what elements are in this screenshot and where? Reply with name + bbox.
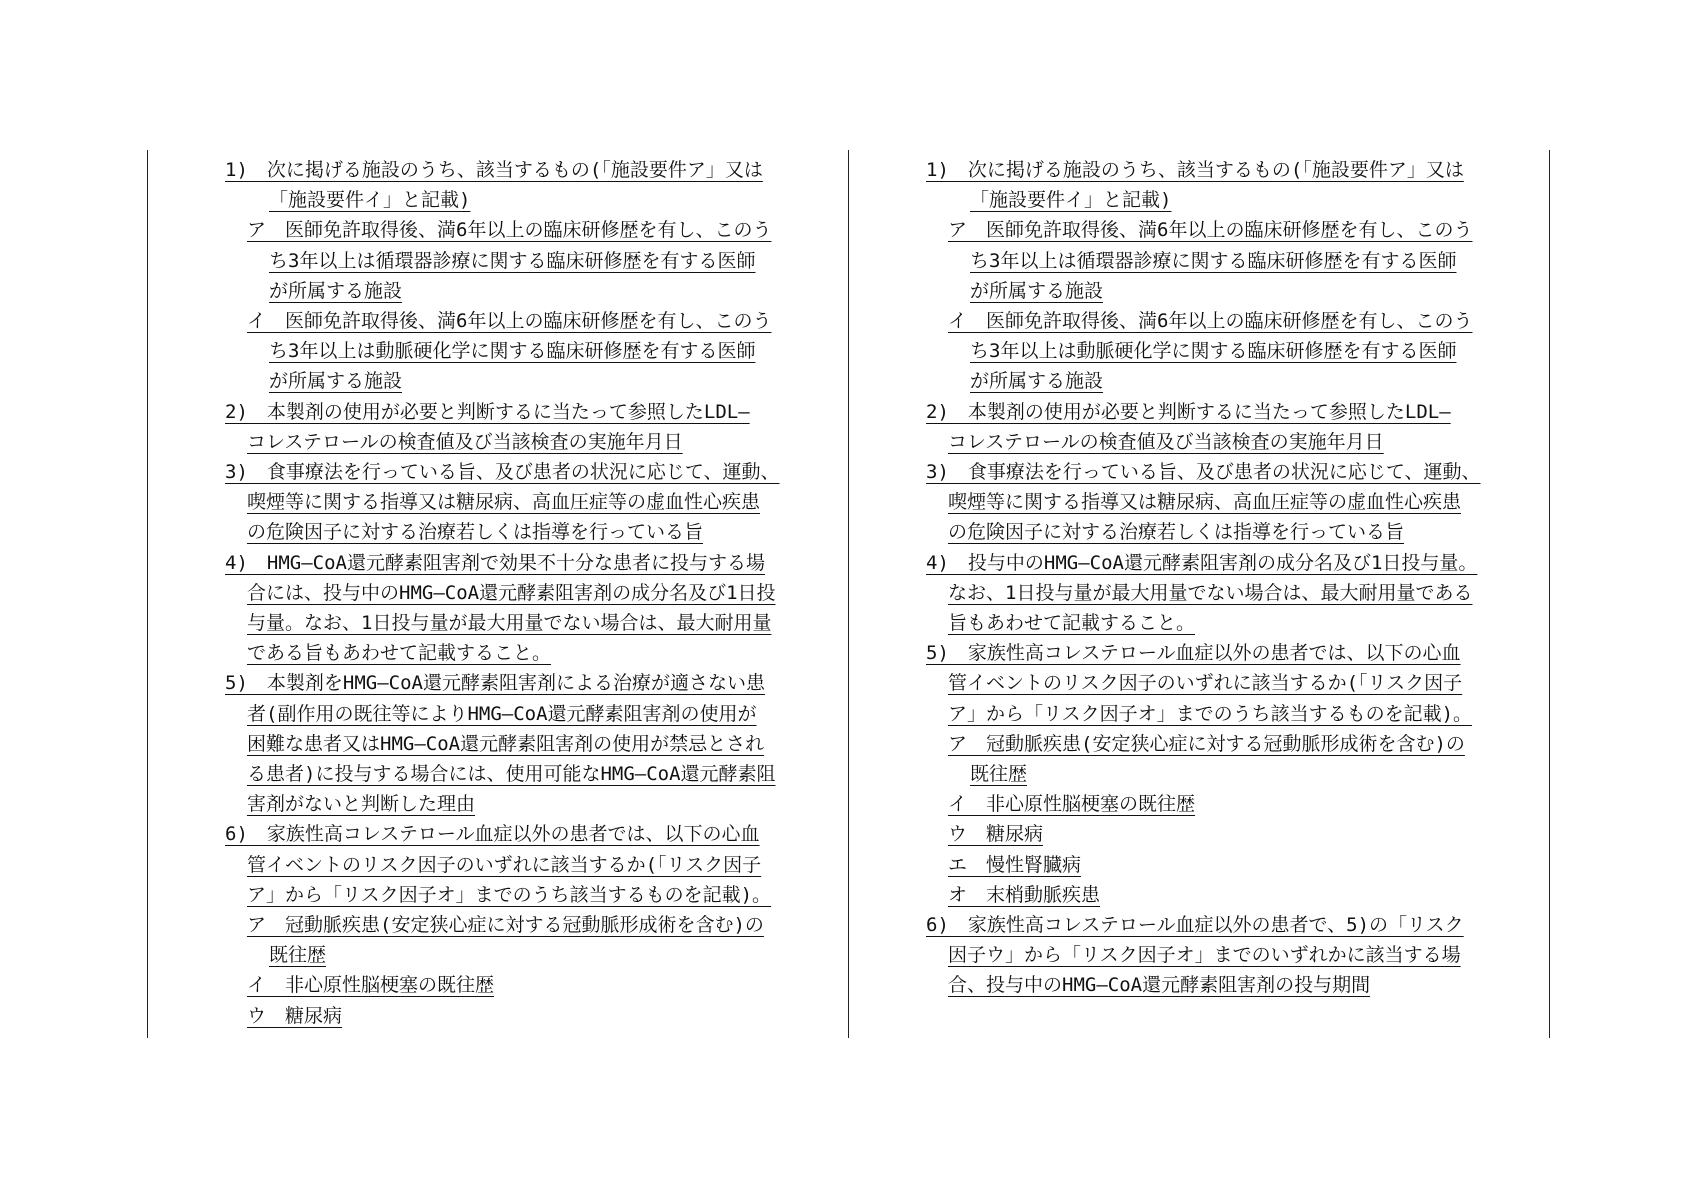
right-column-line-21: 既往歴 [970,763,1028,785]
left-column-line-23: 6) 家族性高コレステロール血症以外の患者では、以下の心血 [225,823,760,846]
right-column-line-24: エ 慢性腎臓病 [948,853,1082,876]
right-column-line-6: イ 医師免許取得後、満6年以上の臨床研修歴を有し、このう [948,310,1473,332]
right-border-line [1549,150,1550,1038]
left-column-line-6: イ 医師免許取得後、満6年以上の臨床研修歴を有し、このう [247,310,772,332]
right-column-line-22: イ 非心原性脳梗塞の既往歴 [948,793,1196,816]
left-column-line-3: ア 医師免許取得後、満6年以上の臨床研修歴を有し、このう [247,219,772,242]
right-column-line-11: 3) 食事療法を行っている旨、及び患者の状況に応じて、運動、 [926,461,1481,483]
left-column-line-9: 2) 本製剤の使用が必要と判断するに当たって参照したLDL― [225,400,750,423]
left-column-line-18: 5) 本製剤をHMG―CoA還元酵素阻害剤による治療が適さない患 [225,672,765,695]
left-column-line-28: イ 非心原性脳梗塞の既往歴 [247,974,495,997]
right-column-line-28: 合、投与中のHMG―CoA還元酵素阻害剤の投与期間 [948,974,1371,997]
right-column-line-13: の危険因子に対する治療若しくは指導を行っている旨 [948,521,1405,544]
center-divider-line [848,150,849,1038]
left-column-line-8: が所属する施設 [269,370,403,393]
left-column-line-7: ち3年以上は動脈硬化学に関する臨床研修歴を有する医師 [269,340,756,363]
left-column-line-13: の危険因子に対する治療若しくは指導を行っている旨 [247,521,704,544]
left-border-line [147,150,148,1038]
right-column-line-14: 4) 投与中のHMG―CoA還元酵素阻害剤の成分名及び1日投与量。 [926,551,1478,574]
right-column-line-12: 喫煙等に関する指導又は糖尿病、高血圧症等の虚血性心疾患 [948,491,1462,514]
right-column-line-27: 因子ウ」から「リスク因子オ」までのいずれかに該当する場 [948,944,1461,967]
right-column-line-15: なお、1日投与量が最大用量でない場合は、最大耐用量である [948,581,1473,604]
left-column-line-15: 合には、投与中のHMG―CoA還元酵素阻害剤の成分名及び1日投 [247,581,776,604]
left-column-line-21: る患者)に投与する場合には、使用可能なHMG―CoA還元酵素阻 [247,763,776,785]
right-column-line-20: ア 冠動脈疾患(安定狭心症に対する冠動脈形成術を含む)の [948,732,1465,755]
right-column-line-9: 2) 本製剤の使用が必要と判断するに当たって参照したLDL― [926,400,1451,423]
right-column-line-25: オ 末梢動脈疾患 [948,883,1101,906]
right-column-line-16: 旨もあわせて記載すること。 [948,612,1196,634]
right-column-line-2: 「施設要件イ」と記載) [970,189,1172,212]
left-column-line-29: ウ 糖尿病 [247,1004,343,1027]
left-column-line-2: 「施設要件イ」と記載) [269,189,471,212]
left-column-line-17: である旨もあわせて記載すること。 [247,642,552,665]
right-column-line-10: コレステロールの検査値及び当該検査の実施年月日 [948,430,1384,453]
right-column-line-7: ち3年以上は動脈硬化学に関する臨床研修歴を有する医師 [970,340,1457,363]
left-column-line-27: 既往歴 [269,944,327,967]
left-column-line-16: 与量。なお、1日投与量が最大用量でない場合は、最大耐用量 [247,612,772,634]
left-column-line-24: 管イベントのリスク因子のいずれに該当するか(「リスク因子 [247,853,762,876]
left-column-line-4: ち3年以上は循環器診療に関する臨床研修歴を有する医師 [269,249,756,272]
right-column-line-8: が所属する施設 [970,370,1104,393]
right-column-line-26: 6) 家族性高コレステロール血症以外の患者で、5)の「リスク [926,914,1464,936]
right-column-line-23: ウ 糖尿病 [948,823,1044,846]
left-column-line-5: が所属する施設 [269,279,403,302]
right-column-line-4: ち3年以上は循環器診療に関する臨床研修歴を有する医師 [970,249,1457,272]
left-column-line-1: 1) 次に掲げる施設のうち、該当するもの(「施設要件ア」又は [225,159,763,181]
left-column-line-11: 3) 食事療法を行っている旨、及び患者の状況に応じて、運動、 [225,461,780,483]
left-column-line-20: 困難な患者又はHMG―CoA還元酵素阻害剤の使用が禁忌とされ [247,732,765,755]
left-column-line-12: 喫煙等に関する指導又は糖尿病、高血圧症等の虚血性心疾患 [247,491,761,514]
right-column-line-1: 1) 次に掲げる施設のうち、該当するもの(「施設要件ア」又は [926,159,1464,181]
right-column-line-19: ア」から「リスク因子オ」までのうち該当するものを記載)。 [948,702,1473,725]
left-column-line-10: コレステロールの検査値及び当該検査の実施年月日 [247,430,683,453]
right-column-line-3: ア 医師免許取得後、満6年以上の臨床研修歴を有し、このう [948,219,1473,242]
left-column-line-14: 4) HMG―CoA還元酵素阻害剤で効果不十分な患者に投与する場 [225,551,765,574]
right-column-line-18: 管イベントのリスク因子のいずれに該当するか(「リスク因子 [948,672,1463,695]
left-column-line-19: 者(副作用の既往等によりHMG―CoA還元酵素阻害剤の使用が [247,702,757,725]
left-column-line-26: ア 冠動脈疾患(安定狭心症に対する冠動脈形成術を含む)の [247,914,764,936]
right-column-line-5: が所属する施設 [970,279,1104,302]
right-column-line-17: 5) 家族性高コレステロール血症以外の患者では、以下の心血 [926,642,1461,665]
left-column-line-22: 害剤がないと判断した理由 [247,793,476,816]
left-column-line-25: ア」から「リスク因子オ」までのうち該当するものを記載)。 [247,883,772,906]
